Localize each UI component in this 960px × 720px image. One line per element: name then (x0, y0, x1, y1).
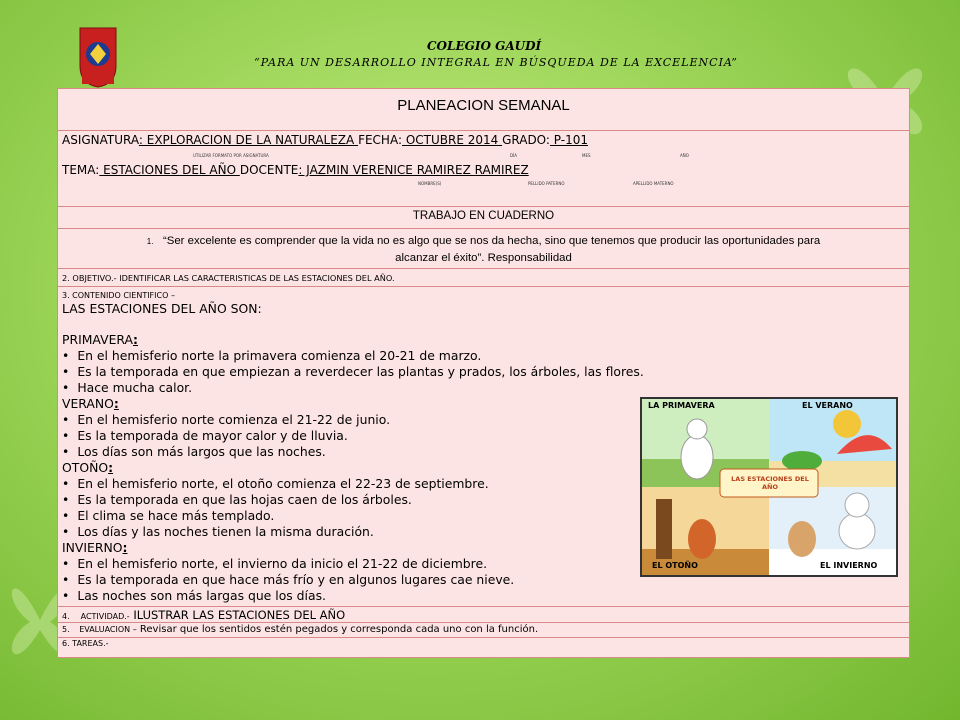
season-bullet-item: • Es la temporada de mayor calor y de lluvia. (62, 428, 909, 444)
docente-value: : JAZMIN VERENICE RAMIREZ RAMIREZ (298, 163, 529, 177)
illustration-label-invierno: EL INVIERNO (820, 561, 878, 570)
docente-label: DOCENTE (239, 163, 299, 177)
fecha-label: FECHA: (358, 133, 402, 147)
quote-line-1: “Ser excelente es comprender que la vida no es algo que se nos da hecha, sino que tenemos que producir las oportunidades para (162, 235, 821, 247)
season-bullet-item: • Hace mucha calor. (62, 380, 909, 396)
actividad-value: ILUSTRAR LAS ESTACIONES DEL AÑO (133, 608, 346, 622)
actividad-label: ACTIVIDAD.- (80, 612, 130, 621)
sheet-title (58, 89, 909, 131)
evaluacion-value: Revisar que los sentidos estén pegados y corresponda cada uno con la función. (139, 624, 539, 635)
season-name: PRIMAVERA (62, 332, 133, 347)
trabajo-row (58, 207, 909, 229)
season-bullet-item: • Los días son más largos que las noches. (62, 444, 909, 460)
evaluacion-row (58, 623, 909, 638)
asignatura-label: ASIGNATURA (62, 133, 139, 147)
seasons-illustration (640, 397, 898, 577)
school-logo (78, 26, 118, 88)
quote-line-2: alcanzar el éxito”. Responsabilidad (395, 252, 572, 264)
fecha-value: OCTUBRE 2014 (402, 133, 503, 147)
season-name: OTOÑO (62, 460, 109, 475)
season-colon: : (108, 460, 114, 475)
season-bullet-item: • Es la temporada en que hace más frío y en algunos lugares cae nieve. (62, 572, 909, 588)
hint-materno: APELLIDO MATERNO (633, 181, 674, 186)
evaluacion-label: EVALUACION – (79, 625, 137, 634)
season-name: INVIERNO (62, 540, 123, 555)
tareas-text: 6. TAREAS.- (62, 639, 109, 648)
grado-label: GRADO: (502, 133, 550, 147)
season-colon: : (122, 540, 128, 555)
season-bullet-item: • Los días y las noches tienen la misma duración. (62, 524, 909, 540)
tareas-row (58, 638, 909, 657)
illustration-label-center: LAS ESTACIONES DEL AÑO (731, 475, 809, 491)
hint-formato: UTILIZAR FORMATO POR ASIGNATURA (193, 153, 269, 158)
grado-value: P-101 (549, 133, 588, 147)
trabajo-text: TRABAJO EN CUADERNO (412, 210, 555, 222)
illustration-label-otono: EL OTOÑO (652, 561, 698, 570)
objetivo-text: 2. OBJETIVO.- IDENTIFICAR LAS CARACTERISTICAS DE LAS ESTACIONES DEL AÑO. (62, 273, 395, 283)
quote-number: 1. (146, 237, 154, 246)
school-name: COLEGIO GAUDÍ (427, 39, 542, 53)
hint-paterno: PELLIDO PATERNO (528, 181, 565, 186)
illustration-label-primavera: LA PRIMAVERA (648, 401, 715, 410)
contenido-title: LAS ESTACIONES DEL AÑO SON: (62, 301, 262, 316)
asignatura-value: : EXPLORACION DE LA NATURALEZA (138, 133, 359, 147)
season-bullet-item: • En el hemisferio norte, el otoño comienza el 22-23 de septiembre. (62, 476, 909, 492)
hint-ano: AÑO (680, 153, 689, 158)
season-bullet-item: • En el hemisferio norte, el invierno da inicio el 21-22 de diciembre. (62, 556, 909, 572)
season-colon: : (133, 332, 138, 347)
tema-label: TEMA: (62, 163, 100, 177)
season-name: VERANO (62, 396, 114, 411)
objetivo-row (58, 269, 909, 287)
season-bullet-item: • En el hemisferio norte comienza el 21-22 de junio. (62, 412, 909, 428)
tema-line (62, 163, 529, 177)
season-bullet-item: • Es la temporada en que empiezan a reverdecer las plantas y prados, los árboles, las flores. (62, 364, 909, 380)
evaluacion-number: 5. (62, 625, 70, 634)
season-bullet-item: • Las noches son más largas que los días. (62, 588, 909, 604)
contenido-label: 3. CONTENIDO CIENTIFICO – (62, 291, 175, 300)
hint-nombre: NOMBRE(S) (418, 181, 442, 186)
asignatura-line (62, 133, 588, 147)
quote-row (58, 229, 909, 269)
hint-dia: DÍA (510, 153, 517, 158)
planning-sheet (57, 88, 910, 658)
hint-mes: MES (582, 153, 591, 158)
actividad-number: 4. (62, 612, 70, 621)
info-block (58, 131, 909, 207)
season-bullet-item: • El clima se hace más templado. (62, 508, 909, 524)
illustration-label-verano: EL VERANO (802, 401, 853, 410)
season-colon: : (113, 396, 119, 411)
tema-value: ESTACIONES DEL AÑO (99, 163, 240, 177)
school-motto: “PARA UN DESARROLLO INTEGRAL EN BÚSQUEDA DE LA EXCELENCIA” (254, 56, 738, 69)
season-bullet-item: • En el hemisferio norte la primavera comienza el 20-21 de marzo. (62, 348, 909, 364)
actividad-row (58, 607, 909, 623)
season-bullet-item: • Es la temporada en que las hojas caen de los árboles. (62, 492, 909, 508)
sheet-title-text: PLANEACION SEMANAL (397, 97, 570, 114)
season-heading (62, 332, 909, 348)
